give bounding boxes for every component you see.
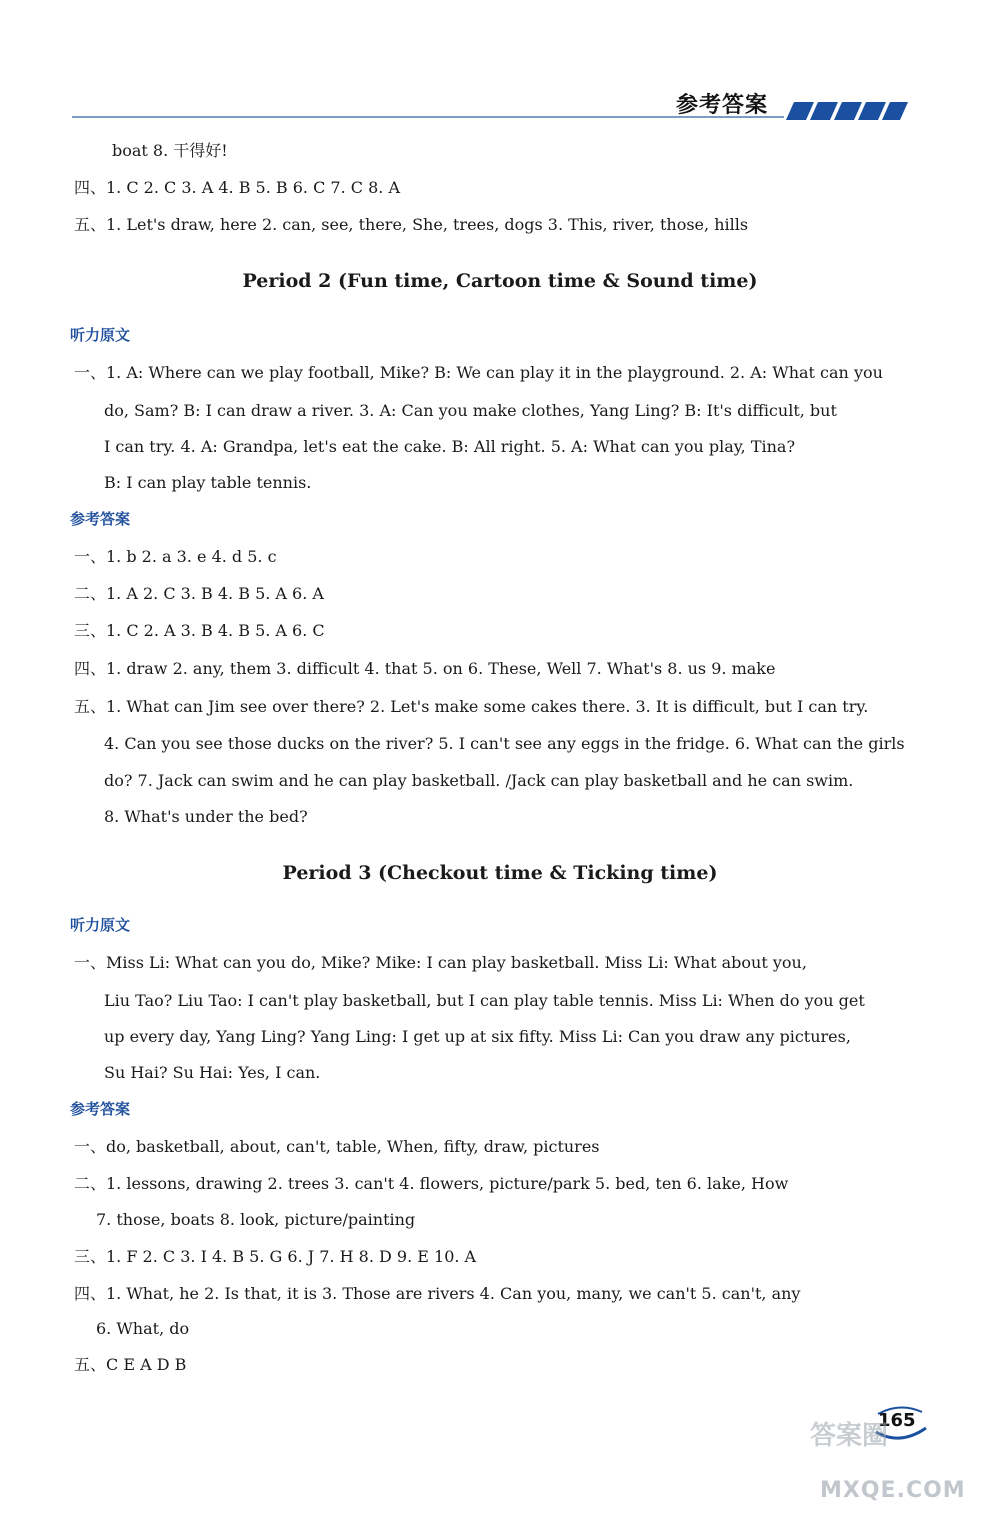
answer-line: 7. those, boats 8. look, picture/painting bbox=[96, 1210, 416, 1229]
listening-line: up every day, Yang Ling? Yang Ling: I get up at six fifty. Miss Li: Can you draw any pictures, bbox=[104, 1027, 851, 1046]
answer-line: 4. Can you see those ducks on the river? 5. I can't see any eggs in the fridge. 6. What can the girls bbox=[104, 734, 905, 753]
answer-line: 二、1. lessons, drawing 2. trees 3. can't 4. flowers, picture/park 5. bed, ten 6. lake, How bbox=[74, 1174, 789, 1193]
answer-line: 三、1. C 2. A 3. B 4. B 5. A 6. C bbox=[74, 621, 325, 640]
listening-line: Liu Tao? Liu Tao: I can't play basketball, but I can play table tennis. Miss Li: When do you get bbox=[104, 991, 865, 1010]
answer-line: 8. What's under the bed? bbox=[104, 807, 308, 826]
header-title: 参考答案 bbox=[676, 93, 769, 118]
page-number: 165 bbox=[878, 1410, 916, 1431]
answer-line: 五、C E A D B bbox=[74, 1355, 187, 1374]
listening-label: 听力原文 bbox=[70, 326, 131, 344]
answer-line: 五、1. Let's draw, here 2. can, see, there, She, trees, dogs 3. This, river, those, hills bbox=[74, 215, 749, 234]
listening-line: 一、Miss Li: What can you do, Mike? Mike: I can play basketball. Miss Li: What about you, bbox=[74, 953, 807, 972]
answer-line: boat 8. 干得好! bbox=[112, 141, 228, 160]
answer-line: do? 7. Jack can swim and he can play basketball. /Jack can play basketball and he can swim. bbox=[104, 771, 854, 790]
listening-line: I can try. 4. A: Grandpa, let's eat the cake. B: All right. 5. A: What can you play, Tina? bbox=[104, 437, 796, 456]
answer-line: 四、1. draw 2. any, them 3. difficult 4. that 5. on 6. These, Well 7. What's 8. us 9. make bbox=[74, 659, 776, 678]
watermark-logo: 答案圈 bbox=[810, 1421, 889, 1451]
listening-line: do, Sam? B: I can draw a river. 3. A: Can you make clothes, Yang Ling? B: It's difficult, but bbox=[104, 401, 837, 420]
answer-line: 一、do, basketball, about, can't, table, When, fifty, draw, pictures bbox=[74, 1137, 600, 1156]
page-header bbox=[0, 0, 1000, 130]
listening-label: 听力原文 bbox=[70, 916, 131, 934]
answer-line: 6. What, do bbox=[96, 1319, 190, 1338]
period-3-title: Period 3 (Checkout time & Ticking time) bbox=[282, 862, 718, 884]
answers-label: 参考答案 bbox=[70, 510, 131, 528]
listening-line: B: I can play table tennis. bbox=[104, 473, 312, 492]
answer-line: 一、1. b 2. a 3. e 4. d 5. c bbox=[74, 547, 277, 566]
header-stripes-decoration bbox=[784, 100, 914, 122]
listening-line: 一、1. A: Where can we play football, Mike? B: We can play it in the playground. 2. A: What can you bbox=[74, 363, 883, 382]
answer-line: 四、1. C 2. C 3. A 4. B 5. B 6. C 7. C 8. A bbox=[74, 178, 401, 197]
answer-line: 三、1. F 2. C 3. I 4. B 5. G 6. J 7. H 8. D 9. E 10. A bbox=[74, 1247, 477, 1266]
answer-line: 五、1. What can Jim see over there? 2. Let's make some cakes there. 3. It is difficult, but I can try. bbox=[74, 697, 869, 716]
watermark-url: MXQE.COM bbox=[820, 1478, 966, 1503]
answer-line: 四、1. What, he 2. Is that, it is 3. Those are rivers 4. Can you, many, we can't 5. can't, any bbox=[74, 1284, 801, 1303]
period-2-title: Period 2 (Fun time, Cartoon time & Sound time) bbox=[242, 270, 758, 292]
answer-line: 二、1. A 2. C 3. B 4. B 5. A 6. A bbox=[74, 584, 324, 603]
answers-label: 参考答案 bbox=[70, 1100, 131, 1118]
listening-line: Su Hai? Su Hai: Yes, I can. bbox=[104, 1063, 321, 1082]
